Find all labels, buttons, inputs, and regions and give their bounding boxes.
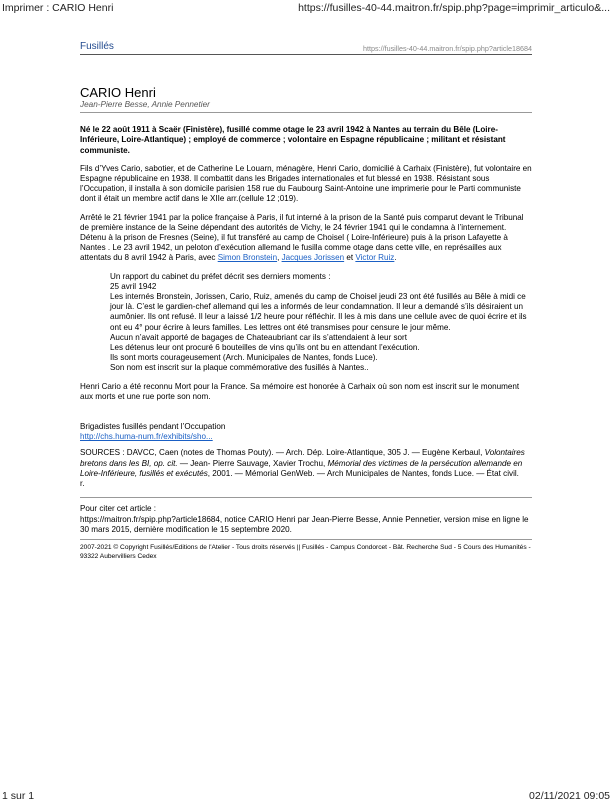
- article-page: [80, 40, 532, 561]
- sources-text: SOURCES : DAVCC, Caen (notes de Thomas Pouty). — Arch. Dép. Loire-Atlantique, 305 J. — Eugène Kerbaul,: [80, 448, 485, 458]
- quote-line: 25 avril 1942: [110, 281, 157, 291]
- print-page-count: 1 sur 1: [2, 790, 35, 802]
- quote-line: Son nom est inscrit sur la plaque commémorative des fusillés à Nantes..: [110, 363, 369, 373]
- print-url: https://fusilles-40-44.maitron.fr/spip.php?page=imprimir_articulo&...: [298, 2, 610, 14]
- site-header: [80, 40, 532, 55]
- sources-text: , 2001. — Mémorial GenWeb. — Arch Municipales de Nantes, fonds Luce. — État civil.: [207, 468, 519, 478]
- article-lead: Né le 22 août 1911 à Scaër (Finistère), fusillé comme otage le 23 avril 1942 à Nantes au terrain du Bêle (Loire-Inférieure, Loire-Atlantique) ; employé de commerce ; volontaire en Espagne républicaine ; militant et résistant communiste.: [80, 125, 506, 155]
- sources-end: r.: [80, 479, 85, 489]
- separator-comma: ,: [277, 253, 282, 263]
- prefect-report-quote: [110, 272, 532, 374]
- paragraph-end: .: [394, 253, 397, 263]
- article-authors: Jean-Pierre Besse, Annie Pennetier: [80, 100, 532, 113]
- quote-line: Les détenus leur ont procuré 6 bouteilles de vins qu’ils ont bu en attendant l’exécution.: [110, 343, 420, 353]
- related-link-url[interactable]: http://chs.huma-num.fr/exhibits/sho...: [80, 432, 213, 442]
- paragraph-biography: Fils d’Yves Cario, sabotier, et de Catherine Le Louarn, ménagère, Henri Cario, domicilié à Carhaix (Finistère), fut volontaire en Espagne républicaine en 1938. Il combattit dans les Brigades internationales et fut blessé en 1938. Résistant sous l’Occupation, il installa à son domicile parisien 158 rue du Faubourg Saint-Antoine une imprimerie pour le Parti communiste dont il était un membre actif dans le XIIe arr.(cellule 12 ;019).: [80, 163, 532, 204]
- quote-line: Les internés Bronstein, Jorissen, Cario, Ruiz, amenés du camp de Choisel jeudi 23 ont été fusillés au Bêle à midi ce jour là. C’est le gardien-chef allemand qui les a informés de leur condamnation. Il leur a demandé s’ils désiraient un aumônier. Ils ont refusé. Il leur a laissé 1/2 heure pour réfléchir. Il les à mis dans une cellule avec de quoi écrire et ils ont eu 4° pour écrire à leurs familles. Les lettres ont été transmises pour censure le jour même.: [110, 292, 527, 332]
- link-victor-ruiz[interactable]: Victor Ruiz: [355, 253, 395, 263]
- print-datetime: 02/11/2021 09:05: [529, 790, 610, 802]
- article-url: https://fusilles-40-44.maitron.fr/spip.php?article18684: [363, 44, 532, 53]
- sources-title: Volontaires bretons dans les BI, op. cit.: [80, 448, 525, 468]
- article-title: CARIO Henri: [80, 85, 156, 100]
- quote-line: Un rapport du cabinet du préfet décrit ses derniers moments :: [110, 271, 331, 281]
- print-title: Imprimer : CARIO Henri: [2, 2, 114, 14]
- paragraph-memory: Henri Cario a été reconnu Mort pour la France. Sa mémoire est honorée à Carhaix où son nom est inscrit sur le monument aux morts et une rue porte son nom.: [80, 381, 520, 401]
- paragraph-arrest: [80, 213, 532, 264]
- site-name: Fusillés: [80, 41, 114, 52]
- citation-block: [80, 497, 532, 535]
- citation-heading: Pour citer cet article :: [80, 504, 157, 514]
- paragraph-arrest-text: Arrêté le 21 février 1941 par la police française à Paris, il fut interné à la prison de la Santé puis comparut devant le Tribunal de première instance de la Seine dépendant des autorités de Vichy, le 24 février 1941 qui le condamna à l’internement. Détenu à la prison de Fresnes (Seine), il fut transféré au camp de Choisel ( Loire-Inférieure) puis à la prison Lafayette à Nantes . Le 23 avril 1942, un peloton d’exécution allemand le fusilla comme otage dans cette ville, en représailles aux attentats du 8 avril 1942 à Paris, avec: [80, 212, 524, 263]
- site-footer: 2007-2021 © Copyright Fusillés/Editions de l'Atelier - Tous droits réservés || Fusillés - Campus Condorcet - Bât. Recherche Sud - 5 Cours des Humanités - 93322 Aubervilliers Cedex: [80, 539, 532, 561]
- link-simon-bronstein[interactable]: Simon Bronstein: [217, 253, 278, 263]
- related-link-title: Brigadistes fusillés pendant l’Occupation: [80, 422, 226, 432]
- sources-text: — Jean- Pierre Sauvage, Xavier Trochu,: [177, 458, 328, 468]
- sources-title: Mémorial des victimes de la persécution allemande en Loire-Inférieure, fusillés et exécutés: [80, 458, 523, 478]
- quote-line: Aucun n’avait apporté de bagages de Chateaubriant car ils s’attendaient à leur sort: [110, 332, 407, 342]
- quote-line: Ils sont morts courageusement (Arch. Municipales de Nantes, fonds Luce).: [110, 353, 378, 363]
- separator-and: et: [344, 253, 356, 263]
- link-jacques-jorissen[interactable]: Jacques Jorissen: [281, 253, 345, 263]
- related-link-block: [80, 422, 532, 442]
- citation-text: https://maitron.fr/spip.php?article18684, notice CARIO Henri par Jean-Pierre Besse, Annie Pennetier, version mise en ligne le 30 mars 2015, dernière modification le 15 septembre 2020.: [80, 514, 529, 534]
- sources: [80, 448, 532, 489]
